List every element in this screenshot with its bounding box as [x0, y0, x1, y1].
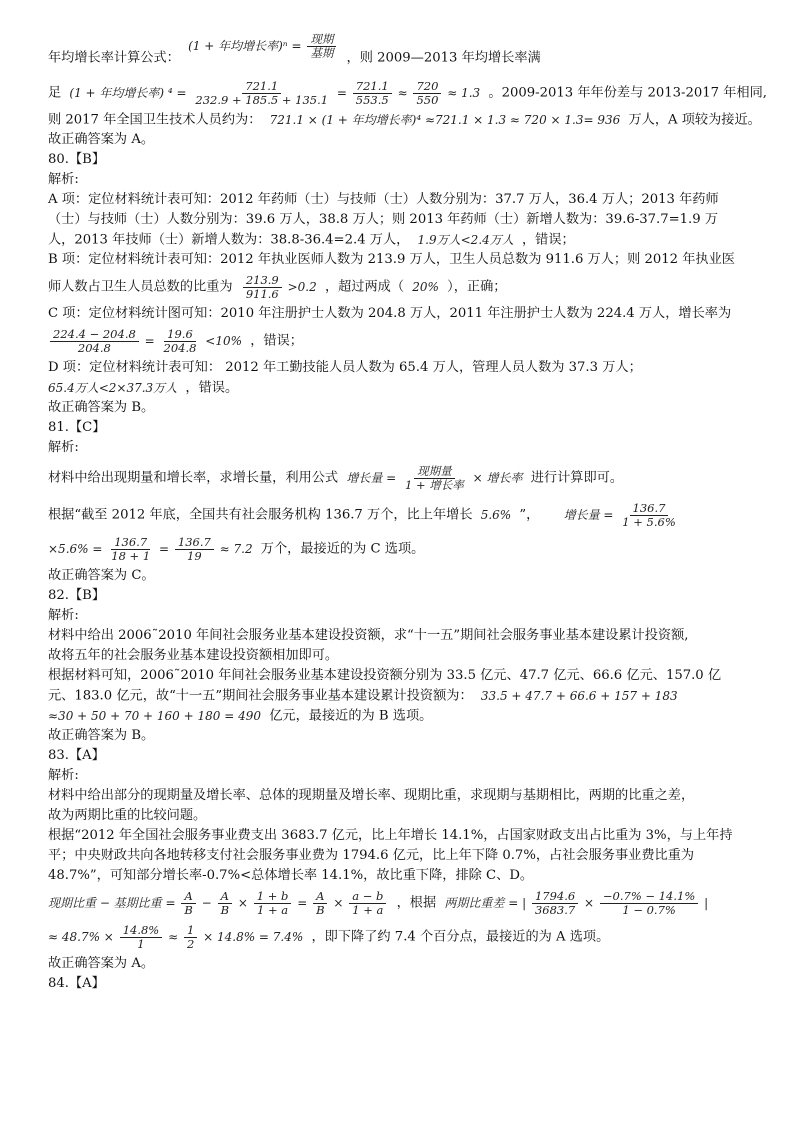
text: 根据“截至 2012 年底，全国共有社会服务机构 136.7 万个，比上年增长: [48, 507, 473, 523]
formula: 5.6%: [480, 508, 512, 522]
text: ，根据: [396, 895, 437, 911]
text: 万人，A 项较为接近。: [628, 112, 761, 128]
text: 进行计算即可。: [530, 470, 624, 486]
text: ，超过两成（: [324, 279, 405, 295]
text: 年均增长率计算公式：: [48, 50, 180, 66]
text: ”，: [519, 507, 540, 523]
paragraph-line: [48, 686, 768, 706]
text: ，则 2009—2013 年均增长率满: [346, 50, 541, 66]
paragraph-line: [48, 706, 768, 726]
paragraph-line: [48, 378, 768, 398]
answer-line: 故正确答案为 B。: [48, 400, 155, 415]
analysis-label: 解析:: [48, 608, 79, 623]
text: ，错误；: [521, 232, 575, 248]
paragraph-line: 48.7%”，可知部分增长率-0.7%<总体增长率 14.1%，故比重下降，排除 C、D。: [48, 868, 534, 883]
question-number: 84.【A】: [48, 976, 105, 991]
formula: ×5.6% = $\frac{136.7}{18 + 1}$ = $\frac{136.7}{19}$ ≈ 7.2: [48, 535, 253, 563]
text: ），正确；: [447, 279, 507, 295]
paragraph-line: [48, 270, 768, 304]
question-number: 80.【B】: [48, 152, 106, 167]
formula: 1.9万人<2.4万人: [417, 233, 514, 247]
paragraph-line: D 项：定位材料统计表可知： 2012 年工勤技能人员人数为 65.4 万人，管理人员人数为 37.3 万人；: [48, 360, 642, 375]
formula: $\frac{213.9}{911.6}$ >0.2: [241, 270, 317, 304]
paragraph-line: 根据材料可知，2006˜2010 年间社会服务业基本建设投资额分别为 33.5 亿元、47.7 亿元、66.6 亿元、157.0 亿: [48, 668, 722, 683]
question-number: 83.【A】: [48, 748, 105, 763]
document-page: [48, 32, 768, 994]
formula: ≈ 48.7% × $\frac{14.8\%}{1}$ ≈ $\frac{1}{2}$ × 14.8% = 7.4%: [48, 923, 304, 951]
formula: 20%: [412, 280, 439, 294]
formula: (1 + 年均增长率) ⁴ = $\frac{721.1}{232.9 + 185.5 + 135.1}$ = $\frac{721.1}{553.5}$ ≈ $\frac{720}{550}$ ≈ 1.3: [69, 79, 481, 107]
text: ，即下降了约 7.4 个百分点，最接近的为 A 选项。: [311, 929, 610, 945]
formula: 33.5 + 47.7 + 66.6 + 157 + 183: [480, 689, 678, 703]
paragraph-line: 材料中给出 2006˜2010 年间社会服务业基本建设投资额，求“十一五”期间社会服务事业基本建设累计投资额,: [48, 628, 689, 643]
analysis-label: 解析:: [48, 440, 79, 455]
formula: (1 + 年均增长率)ⁿ = $\frac{\text{现期}}{\text{基期}}$: [188, 28, 338, 64]
formula: 现期比重 − 基期比重 = $\frac{A}{B}$ − $\frac{A}{B}$ × $\frac{1 + b}{1 + a}$ = $\frac{A}{B}$ × $\frac{a - b}{1 + a}$: [48, 886, 388, 920]
text: 人，2013 年技师（士）新增人数为：38.8-36.4=2.4 万人，: [48, 232, 410, 248]
text: 亿元，最接近的为 B 选项。: [269, 708, 433, 724]
paragraph-line: [48, 532, 768, 566]
paragraph-line: [48, 230, 768, 250]
text: 万个，最接近的为 C 选项。: [260, 541, 425, 557]
paragraph-line: C 项：定位材料统计图可知：2010 年注册护士人数为 204.8 万人，2011 年注册护士人数为 224.4 万人，增长率为: [48, 306, 732, 321]
answer-line: 故正确答案为 A。: [48, 132, 155, 147]
paragraph-line: A 项：定位材料统计表可知：2012 年药师（士）与技师（士）人数分别为：37.7 万人，36.4 万人；2013 年药师: [48, 192, 719, 207]
formula: 65.4万人<2×37.3万人: [48, 381, 178, 395]
formula: $\frac{224.4 - 204.8}{204.8}$ = $\frac{19.6}{204.8}$ <10%: [48, 324, 242, 358]
answer-line: 故正确答案为 C。: [48, 568, 155, 583]
growth-formula-line: [48, 32, 768, 76]
formula: ≈30 + 50 + 70 + 160 + 180 = 490: [48, 709, 261, 723]
paragraph-line: [48, 458, 768, 498]
paragraph-line: 根据“2012 年全国社会服务事业费支出 3683.7 亿元，比上年增长 14.1%，占国家财政支出占比重为 3%，与上年持: [48, 828, 733, 843]
text: ，错误；: [250, 333, 303, 349]
text: 师人数占卫生人员总数的比重为: [48, 279, 233, 295]
paragraph-line: 故为两期比重的比较问题。: [48, 808, 207, 823]
formula: 增长量 = $\frac{\text{现期量}}{\text{1 + 增长率}}$ × 增长率: [346, 464, 523, 492]
paragraph-line: 材料中给出部分的现期量及增长率、总体的现期量及增长率、现期比重，求现期与基期相比，两期的比重之差，: [48, 788, 695, 803]
formula: 两期比重差 = | $\frac{1794.6}{3683.7}$ × $\frac{-0.7\% - 14.1\%}{1 - 0.7\%}$ |: [444, 889, 709, 917]
answer-line: 故正确答案为 B。: [48, 728, 155, 743]
analysis-label: 解析:: [48, 768, 79, 783]
text: 元、183.0 亿元，故“十一五”期间社会服务事业基本建设累计投资额为：: [48, 688, 473, 704]
formula: 增长量 = $\frac{136.7}{1 + 5.6\%}$: [563, 501, 676, 529]
growth-calc-line: [48, 76, 768, 110]
paragraph-line: （士）与技师（士）人数分别为：39.6 万人，38.8 万人；则 2013 年药师（士）新增人数为：39.6-37.7=1.9 万: [48, 212, 719, 227]
text: ，错误。: [185, 380, 239, 396]
text: 足: [48, 85, 62, 101]
text: 。2009-2013 年年份差与 2013-2017 年相同,: [488, 85, 768, 101]
paragraph-line: [48, 498, 768, 532]
paragraph-line: B 项：定位材料统计表可知：2012 年执业医师人数为 213.9 万人，卫生人员总数为 911.6 万人；则 2012 年执业医: [48, 252, 735, 267]
answer-line: 故正确答案为 A。: [48, 956, 155, 971]
text: 则 2017 年全国卫生技术人员约为：: [48, 112, 262, 128]
question-number: 81.【C】: [48, 420, 106, 435]
paragraph-line: [48, 920, 768, 954]
formula: 721.1 × (1 + 年均增长率)⁴ ≈721.1 × 1.3 ≈ 720 × 1.3= 936: [269, 113, 621, 127]
question-number: 82.【B】: [48, 588, 106, 603]
paragraph-line: [48, 886, 768, 920]
paragraph-line: 平；中央财政共向各地转移支付社会服务事业费为 1794.6 亿元，比上年下降 0.7%，占社会服务事业费比重为: [48, 848, 695, 863]
paragraph-line: 故将五年的社会服务业基本建设投资额相加即可。: [48, 648, 339, 663]
text: 材料中给出现期量和增长率，求增长量，利用公式: [48, 470, 339, 486]
estimate-line: [48, 110, 768, 130]
paragraph-line: [48, 324, 768, 358]
analysis-label: 解析:: [48, 172, 79, 187]
